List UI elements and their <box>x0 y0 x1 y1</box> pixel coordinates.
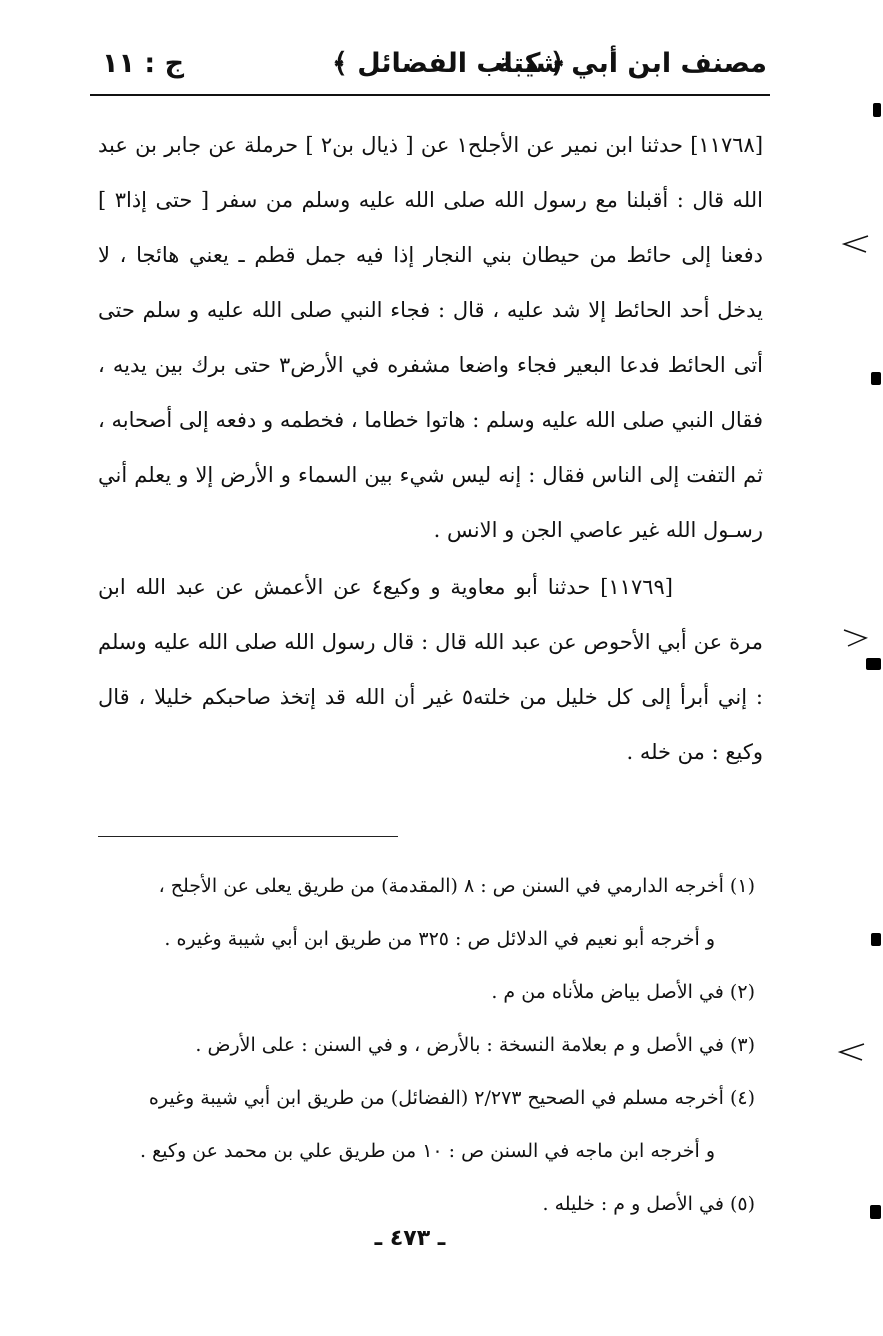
chapter-title: ﴿ كتاب الفضائل ﴾ <box>332 48 566 79</box>
scan-mark <box>866 658 881 670</box>
scan-hairline-mark <box>840 626 870 650</box>
volume-number: ج : ١١ <box>102 48 185 79</box>
running-header <box>92 48 767 92</box>
scan-mark <box>873 103 881 117</box>
hadith-11768: [١١٧٦٨] حدثنا ابن نمير عن الأجلح١ عن [ ذيال بن٢ ] حرملة عن جابر بن عبد الله قال : أقبلنا مع رسول الله صلى الله عليه وسلم من سفر [ حتى إذا٣ ] دفعنا إلى حائط من حيطان بني النجار إذا فيه جمل قطم ـ يعني هائجا ، لا يدخل أحد الحائط إلا شد عليه ، قال : فجاء النبي صلى الله عليه و سلم حتى أتى الحائط فدعا البعير فجاء واضعا مشفره في الأرض٣ حتى برك بين يديه ، فقال النبي صلى الله عليه وسلم : هاتوا خطاما ، فخطمه و دفعه إلى أصحابه ، ثم التفت إلى الناس فقال : إنه ليس شيء بين السماء و الأرض إلا و يعلم أني رسـول الله غير عاصي الجن و الانس . <box>98 133 764 542</box>
hadith-11769: [١١٧٦٩] حدثنا أبو معاوية و وكيع٤ عن الأعمش عن عبد الله ابن مرة عن أبي الأحوص عن عبد الله قال : قال رسول الله صلى الله عليه وسلم : إني أبرأ إلى كل خليل من خلته٥ غير أن الله قد إتخذ صاحبكم خليلا ، قال وكيع : من خله . <box>98 575 763 764</box>
scan-mark <box>870 1205 881 1219</box>
footnote-line: (٢) في الأصل بياض ملأناه من م . <box>491 981 755 1003</box>
footnotes <box>100 860 755 1231</box>
footnote-line: (١) أخرجه الدارمي في السنن ص : ٨ (المقدمة) من طريق يعلى عن الأجلح ، <box>158 875 755 897</box>
footnote-line: و أخرجه أبو نعيم في الدلائل ص : ٣٢٥ من طريق ابن أبي شيبة وغيره . <box>164 928 715 950</box>
scan-hairline-mark <box>836 1040 866 1064</box>
scan-mark <box>871 933 881 946</box>
footnote-line: (٥) في الأصل و م : خليله . <box>542 1193 755 1215</box>
footnote-line: و أخرجه ابن ماجه في السنن ص : ١٠ من طريق علي بن محمد عن وكيع . <box>139 1140 715 1162</box>
scan-hairline-mark <box>840 232 870 256</box>
book-title: مصنف ابن أبي شيبة <box>496 48 767 79</box>
header-rule <box>90 94 770 96</box>
page-number: ـ ٤٧٣ ـ <box>374 1226 446 1251</box>
footnote-line: (٣) في الأصل و م بعلامة النسخة : بالأرض ، و في السنن : على الأرض . <box>195 1034 755 1056</box>
scan-mark <box>871 372 881 385</box>
footnote-line: (٤) أخرجه مسلم في الصحيح ٢/٢٧٣ (الفضائل) من طريق ابن أبي شيبة وغيره <box>148 1087 755 1109</box>
footnote-separator <box>98 836 398 837</box>
main-text <box>98 118 763 782</box>
